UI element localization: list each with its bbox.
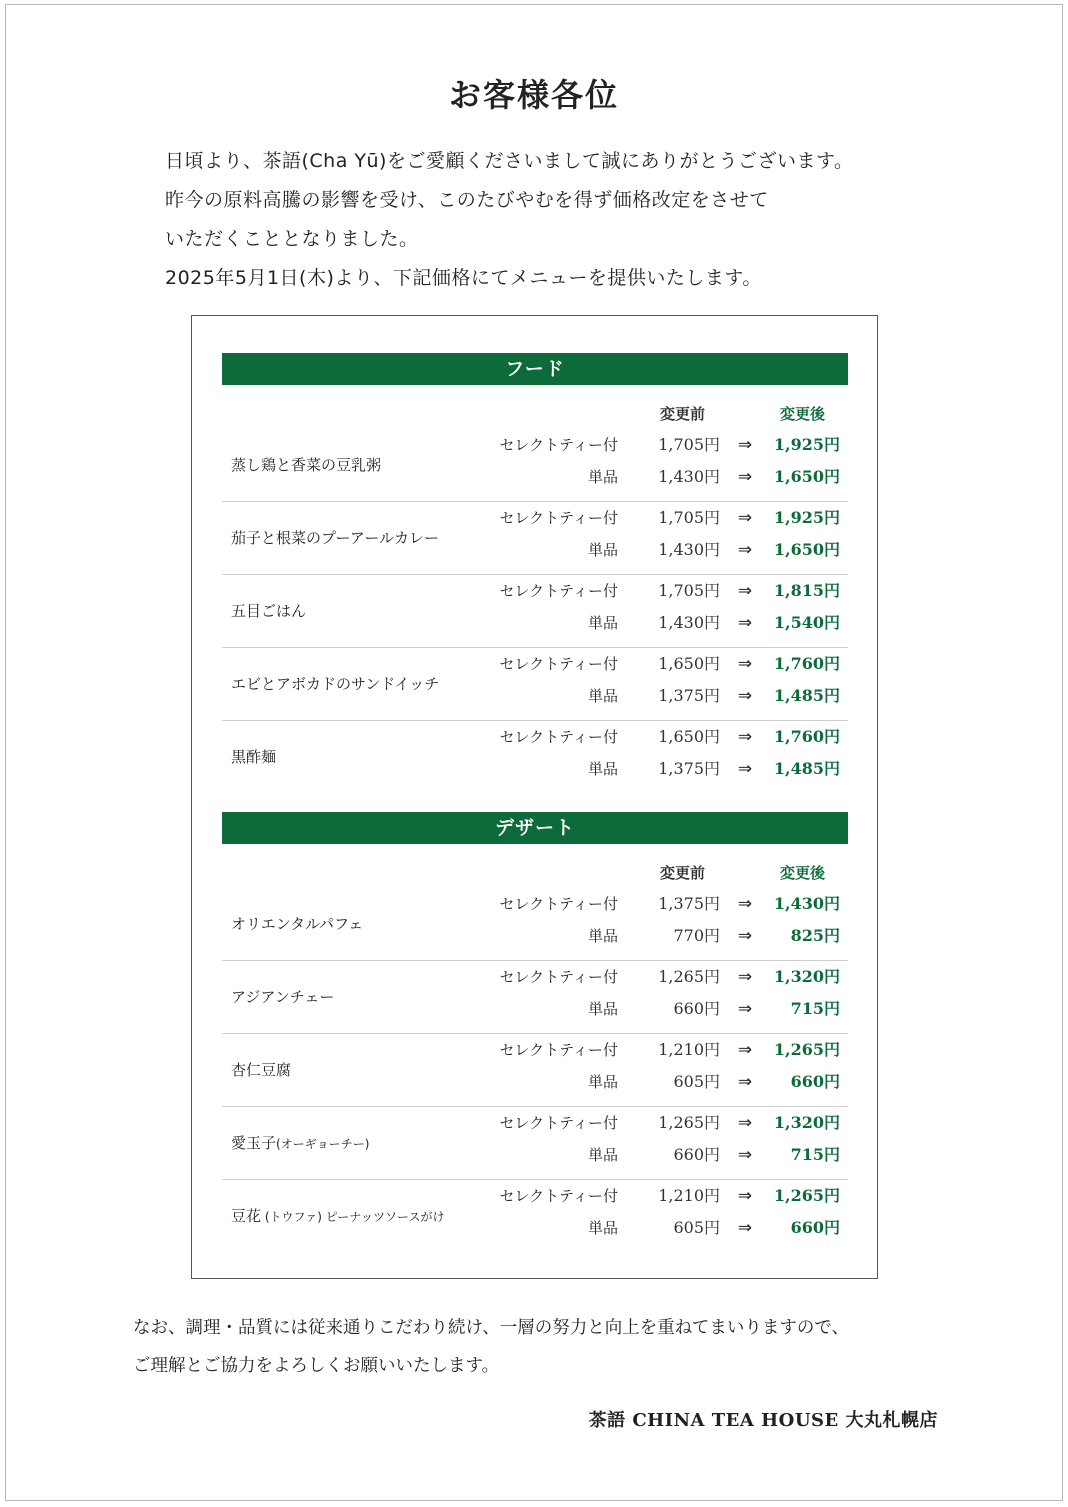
new-price: 1,760円 — [773, 654, 840, 673]
single-price-row — [222, 753, 848, 785]
food-item-list — [222, 429, 848, 793]
old-price: 660円 — [673, 1145, 720, 1164]
old-price: 1,705円 — [658, 508, 720, 527]
single-price-row — [222, 1139, 848, 1171]
arrow-icon: ⇒ — [737, 1218, 753, 1238]
dessert-header-band: デザート — [222, 812, 848, 844]
old-price: 1,375円 — [658, 894, 720, 913]
new-price: 660円 — [790, 1072, 840, 1091]
intro-line: 日頃より、茶語(Cha Yū)をご愛顧くださいまして誠にありがとうございます。 — [165, 150, 854, 172]
arrow-icon: ⇒ — [737, 1040, 753, 1060]
menu-item-row — [222, 888, 848, 961]
price-type-label: セレクトティー付 — [499, 436, 618, 454]
menu-item-note: (トウファ) ピーナッツソースがけ — [261, 1210, 445, 1224]
footer-text — [133, 1309, 973, 1385]
before-column-label: 変更前 — [660, 405, 706, 423]
set-price-row — [222, 961, 848, 993]
set-price-row — [222, 888, 848, 920]
arrow-icon: ⇒ — [737, 1145, 753, 1165]
dessert-section — [222, 812, 848, 1252]
footer-line: ご理解とご協力をよろしくお願いいたします。 — [133, 1356, 500, 1376]
price-type-label: セレクトティー付 — [499, 1187, 618, 1205]
old-price: 1,430円 — [658, 467, 720, 486]
arrow-icon: ⇒ — [737, 613, 753, 633]
new-price: 1,650円 — [773, 467, 840, 486]
old-price: 1,430円 — [658, 540, 720, 559]
menu-item-row — [222, 648, 848, 721]
menu-item-row — [222, 575, 848, 648]
old-price: 1,650円 — [658, 727, 720, 746]
arrow-icon: ⇒ — [737, 435, 753, 455]
arrow-icon: ⇒ — [737, 926, 753, 946]
menu-item-title: 黒酢麺 — [231, 748, 277, 766]
menu-item-title: 蒸し鶏と香菜の豆乳粥 — [231, 456, 382, 474]
new-price: 1,650円 — [773, 540, 840, 559]
menu-item-title: オリエンタルパフェ — [231, 915, 364, 933]
set-price-row — [222, 1034, 848, 1066]
menu-item-title: 杏仁豆腐 — [231, 1061, 292, 1079]
arrow-icon: ⇒ — [737, 686, 753, 706]
price-type-label: 単品 — [587, 927, 618, 945]
arrow-icon: ⇒ — [737, 967, 753, 987]
arrow-icon: ⇒ — [737, 894, 753, 914]
arrow-icon: ⇒ — [737, 759, 753, 779]
single-price-row — [222, 993, 848, 1025]
arrow-icon: ⇒ — [737, 999, 753, 1019]
price-type-label: セレクトティー付 — [499, 509, 618, 527]
new-price: 1,815円 — [773, 581, 840, 600]
price-type-label: 単品 — [587, 614, 618, 632]
arrow-icon: ⇒ — [737, 654, 753, 674]
arrow-icon: ⇒ — [737, 467, 753, 487]
arrow-icon: ⇒ — [737, 581, 753, 601]
new-price: 1,485円 — [773, 686, 840, 705]
old-price: 770円 — [673, 926, 720, 945]
intro-line: 昨今の原料高騰の影響を受け、このたびやむを得ず価格改定をさせて — [165, 189, 769, 211]
single-price-row — [222, 920, 848, 952]
old-price: 1,210円 — [658, 1186, 720, 1205]
column-header — [222, 399, 848, 429]
new-price: 1,925円 — [773, 508, 840, 527]
price-type-label: セレクトティー付 — [499, 728, 618, 746]
menu-item-row — [222, 429, 848, 502]
new-price: 1,265円 — [773, 1186, 840, 1205]
old-price: 1,210円 — [658, 1040, 720, 1059]
price-type-label: 単品 — [587, 1219, 618, 1237]
new-price: 1,430円 — [773, 894, 840, 913]
arrow-icon: ⇒ — [737, 1186, 753, 1206]
menu-item-title: 五目ごはん — [231, 602, 307, 620]
single-price-row — [222, 680, 848, 712]
column-header — [222, 858, 848, 888]
price-type-label: 単品 — [587, 1146, 618, 1164]
price-type-label: セレクトティー付 — [499, 1041, 618, 1059]
price-type-label: 単品 — [587, 687, 618, 705]
menu-item-row — [222, 721, 848, 793]
new-price: 1,540円 — [773, 613, 840, 632]
set-price-row — [222, 1180, 848, 1212]
single-price-row — [222, 1212, 848, 1244]
before-column-label: 変更前 — [660, 864, 706, 882]
arrow-icon: ⇒ — [737, 1072, 753, 1092]
new-price: 1,320円 — [773, 967, 840, 986]
after-column-label: 変更後 — [780, 405, 826, 423]
arrow-icon: ⇒ — [737, 727, 753, 747]
single-price-row — [222, 1066, 848, 1098]
single-price-row — [222, 461, 848, 493]
set-price-row — [222, 502, 848, 534]
menu-item-title: エビとアボカドのサンドイッチ — [231, 675, 440, 693]
menu-item-note: (オーギョーチー) — [276, 1137, 370, 1151]
new-price: 1,265円 — [773, 1040, 840, 1059]
new-price: 715円 — [790, 999, 840, 1018]
old-price: 1,375円 — [658, 759, 720, 778]
intro-line: 2025年5月1日(木)より、下記価格にてメニューを提供いたします。 — [165, 267, 762, 289]
price-table-box — [191, 315, 878, 1279]
footer-line: なお、調理・品質には従来通りこだわり続け、一層の努力と向上を重ねてまいりますので、 — [133, 1318, 850, 1338]
arrow-icon: ⇒ — [737, 540, 753, 560]
set-price-row — [222, 721, 848, 753]
old-price: 1,705円 — [658, 435, 720, 454]
menu-item-title: 茄子と根菜のプーアールカレー — [231, 529, 440, 547]
price-type-label: セレクトティー付 — [499, 655, 618, 673]
intro-line: いただくこととなりました。 — [165, 228, 419, 250]
dessert-item-list — [222, 888, 848, 1252]
set-price-row — [222, 1107, 848, 1139]
arrow-icon: ⇒ — [737, 1113, 753, 1133]
intro-text — [165, 142, 945, 298]
new-price: 825円 — [790, 926, 840, 945]
single-price-row — [222, 534, 848, 566]
new-price: 715円 — [790, 1145, 840, 1164]
new-price: 1,925円 — [773, 435, 840, 454]
old-price: 605円 — [673, 1072, 720, 1091]
menu-item-row — [222, 502, 848, 575]
old-price: 1,265円 — [658, 967, 720, 986]
price-type-label: セレクトティー付 — [499, 895, 618, 913]
page-title: お客様各位 — [448, 76, 619, 114]
old-price: 660円 — [673, 999, 720, 1018]
set-price-row — [222, 575, 848, 607]
set-price-row — [222, 429, 848, 461]
menu-item-row — [222, 961, 848, 1034]
price-type-label: セレクトティー付 — [499, 968, 618, 986]
menu-item-title: 愛玉子 — [231, 1134, 277, 1152]
single-price-row — [222, 607, 848, 639]
new-price: 1,760円 — [773, 727, 840, 746]
menu-item-row — [222, 1107, 848, 1180]
menu-item-title: アジアンチェー — [231, 988, 335, 1006]
old-price: 1,430円 — [658, 613, 720, 632]
menu-item-row — [222, 1180, 848, 1252]
after-column-label: 変更後 — [780, 864, 826, 882]
food-section — [222, 353, 848, 793]
price-type-label: 単品 — [587, 468, 618, 486]
new-price: 660円 — [790, 1218, 840, 1237]
price-type-label: 単品 — [587, 1000, 618, 1018]
price-type-label: 単品 — [587, 1073, 618, 1091]
price-type-label: セレクトティー付 — [499, 582, 618, 600]
menu-item-title: 豆花 — [231, 1207, 262, 1225]
old-price: 1,705円 — [658, 581, 720, 600]
menu-item-row — [222, 1034, 848, 1107]
new-price: 1,320円 — [773, 1113, 840, 1132]
arrow-icon: ⇒ — [737, 508, 753, 528]
old-price: 1,375円 — [658, 686, 720, 705]
new-price: 1,485円 — [773, 759, 840, 778]
set-price-row — [222, 648, 848, 680]
price-type-label: 単品 — [587, 760, 618, 778]
old-price: 605円 — [673, 1218, 720, 1237]
old-price: 1,265円 — [658, 1113, 720, 1132]
price-type-label: セレクトティー付 — [499, 1114, 618, 1132]
old-price: 1,650円 — [658, 654, 720, 673]
price-type-label: 単品 — [587, 541, 618, 559]
store-signature: 茶語 CHINA TEA HOUSE 大丸札幌店 — [588, 1410, 938, 1431]
food-header-band: フード — [222, 353, 848, 385]
